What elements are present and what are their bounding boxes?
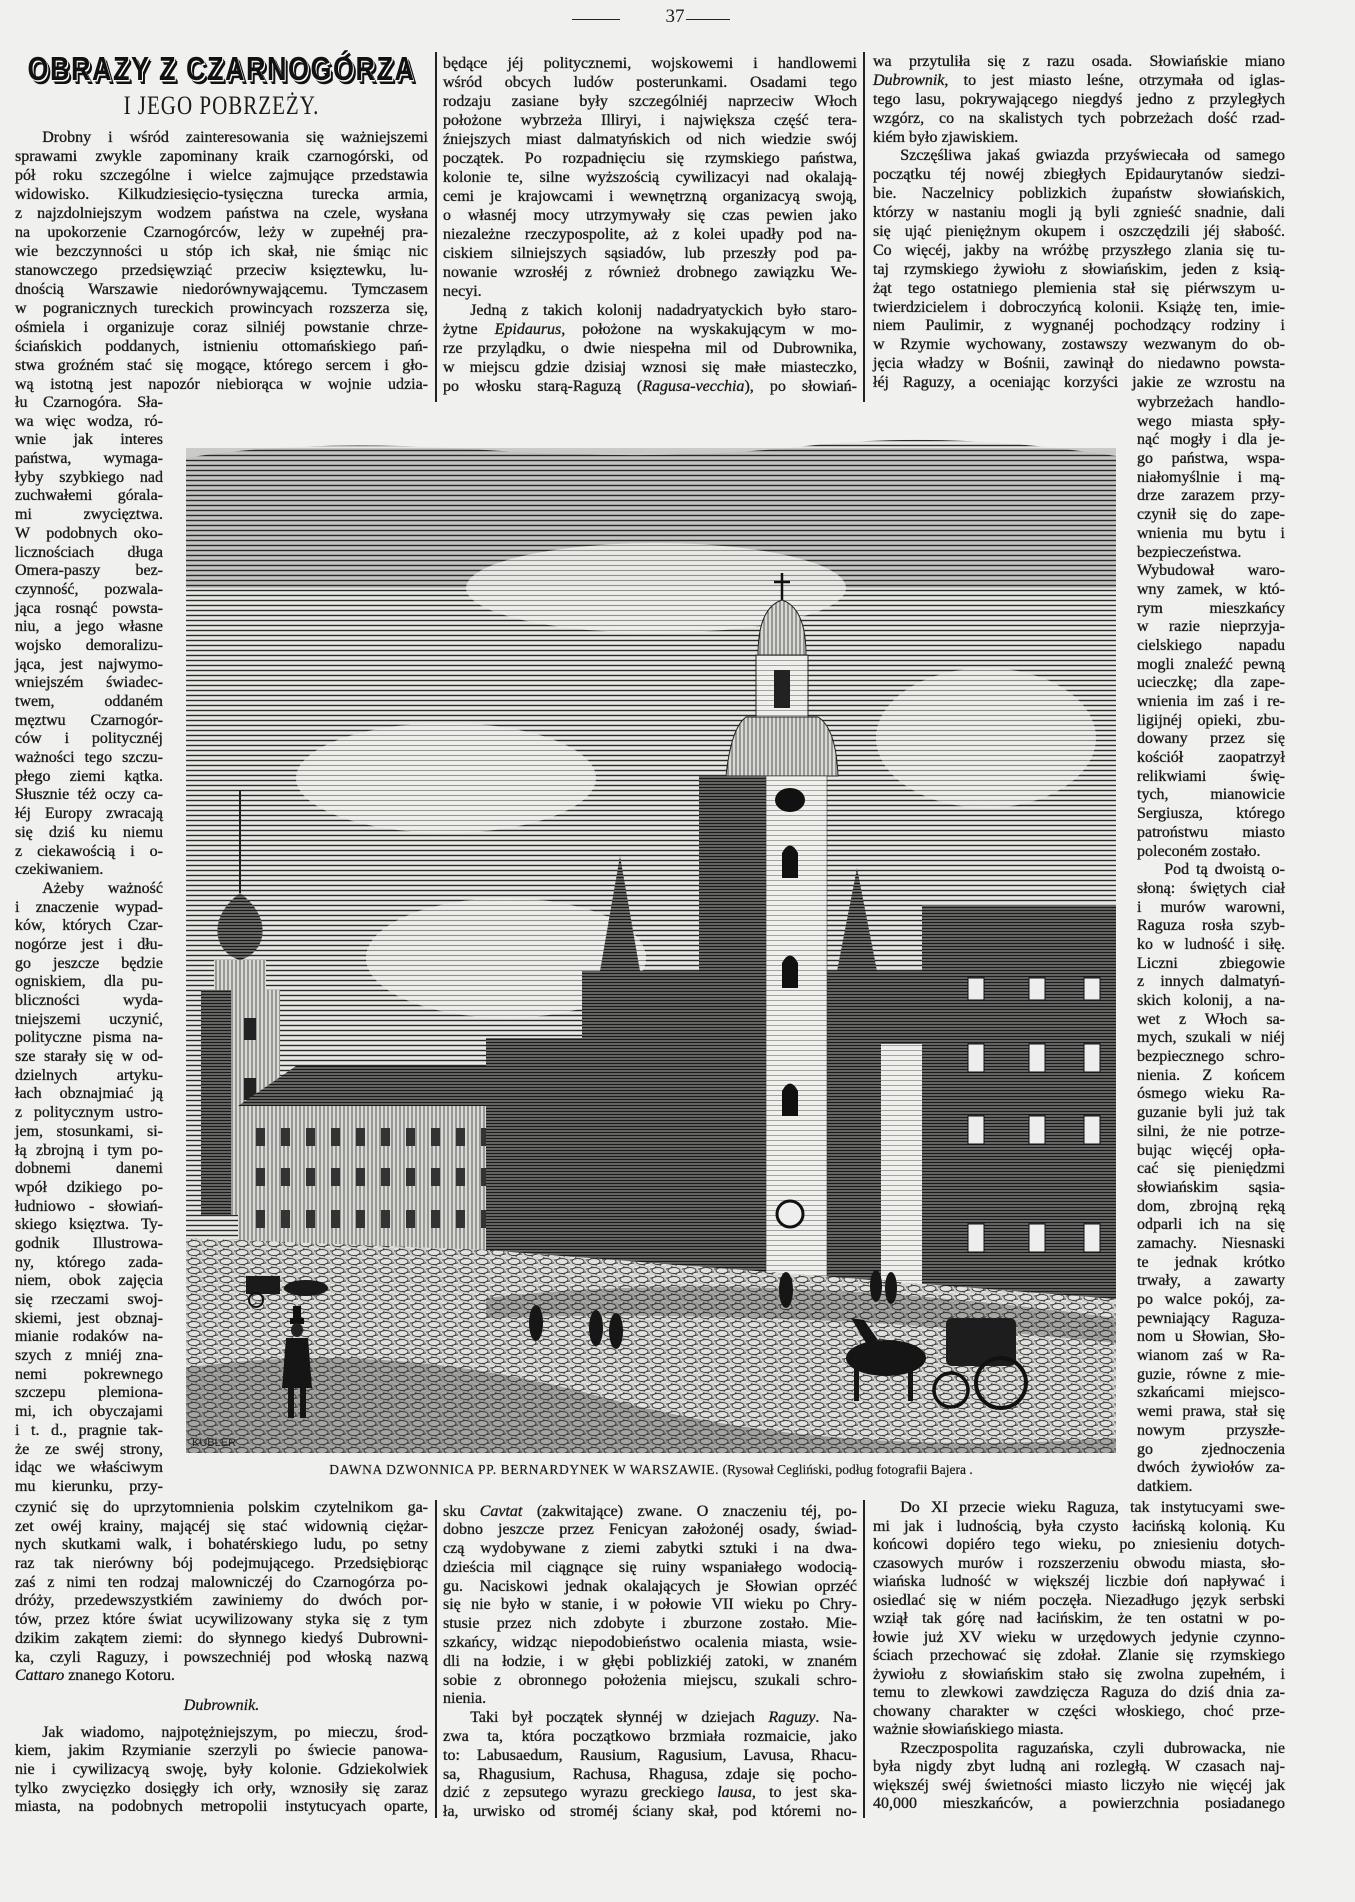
text-line: ligijnéj opieki, zbu- bbox=[1137, 711, 1285, 729]
article-subtitle: I JEGO POBRZEŻY. bbox=[123, 90, 320, 120]
text-line: niałomyślnie i mą- bbox=[1137, 468, 1285, 486]
text-line: ważnie słowiańskiego miasta. bbox=[873, 1721, 1064, 1738]
text-line: sprawami zwykle zapominany kraik czarnogórski, od bbox=[15, 147, 428, 165]
text-line: necyi. bbox=[443, 282, 482, 300]
text-line: sobie z obronnego położenia miejscu, szukali schro- bbox=[443, 1671, 857, 1689]
text-line: dzić z zepsutego wyrazu greckiego lausa, to jest ska- bbox=[443, 1784, 858, 1802]
text-line: z politycznym ustro- bbox=[15, 1104, 163, 1122]
italic-term: Cattaro bbox=[15, 1667, 65, 1685]
text-line: łach obznajmiać ją bbox=[15, 1085, 163, 1103]
text-line: słoną: świętych ciał bbox=[1137, 879, 1285, 897]
text-line: się dziś ku niemu bbox=[15, 823, 163, 841]
text-line: gu. Naciskowi jednak okalających je Słowian oprzéć bbox=[443, 1577, 857, 1595]
text-line: łudniowo - słowiań- bbox=[15, 1197, 163, 1215]
text-line: Pod tą dwoistą o- bbox=[1164, 861, 1285, 879]
text-line: nąć mogły i dla je- bbox=[1137, 431, 1285, 449]
text-line: rodzaju zasiane były szczególniéj naprzeciw Włoch bbox=[443, 92, 857, 110]
text-line: osiedlać się w niém poczęła. Niezadługo język serbski bbox=[873, 1591, 1285, 1609]
text-line: i znaczenie wypad- bbox=[15, 898, 163, 916]
text-line: wojsko demoralizu- bbox=[15, 636, 163, 654]
text-line: Do XI przecie wieku Raguza, tak instytucyami swe- bbox=[900, 1499, 1285, 1516]
text-line: wianom zaś w Ra- bbox=[1137, 1347, 1285, 1365]
text-line: wybrzeżach handlo- bbox=[1137, 394, 1285, 411]
text-line: wnienia im zaś i re- bbox=[1137, 693, 1285, 710]
text-line: będące jéj politycznemi, wojskowemi i handlowemi bbox=[443, 54, 857, 72]
text-line: te jednak krótko bbox=[1137, 1253, 1285, 1271]
text-line: nogórze jest i dłu- bbox=[15, 935, 163, 953]
text-line: kiém było zjawiskiem. bbox=[873, 128, 1019, 146]
text-line: Rzeczpospolita raguzańska, czyli dubrowacka, nie bbox=[900, 1739, 1285, 1757]
caption-credit: (Rysował Cegliński, podług fotografii Bajera . bbox=[722, 1462, 973, 1477]
text-line: odparli ich na się bbox=[1137, 1216, 1285, 1234]
text-line: ka, czyli Raguzy, i powszechniéj pod włoską nazwą bbox=[15, 1648, 428, 1666]
text-line: Szczęśliwa jakaś gwiazda przyświecała od samego bbox=[900, 147, 1285, 165]
text-line: nych skutkami walk, i bohatérskiego ludu, po setny bbox=[15, 1536, 428, 1554]
text-line: bie. Naczelnicy poblizkich żupaństw słowiańskich, bbox=[873, 185, 1285, 203]
column-rule bbox=[435, 1500, 437, 1818]
text-line: ko w ludność i siłę. bbox=[1137, 935, 1285, 953]
text-line: stwa groźném stać się mogące, którego sercem i gło- bbox=[15, 356, 428, 374]
text-line: ściach przechować się zdołał. Zlanie się rzymskiego bbox=[873, 1647, 1285, 1664]
text-line: czą wydobywane z ziemi zabytki sztuki i na dwa- bbox=[443, 1540, 857, 1558]
clock-icon bbox=[775, 788, 805, 812]
arched-window bbox=[782, 1084, 798, 1117]
text-line: Omera-paszy bez- bbox=[15, 562, 163, 580]
text-line: zet owéj krainy, mającéj się stać widownią ciężar- bbox=[15, 1517, 428, 1535]
text-line: w Rzymie wychowany, zostawszy wezwanym do ob- bbox=[873, 336, 1285, 354]
text-line: Jedną z takich kolonij nadadryatyckich było staro- bbox=[470, 301, 857, 319]
text-line: szkańcami miejsco- bbox=[1137, 1384, 1285, 1402]
text-line: wie bezczynności u stóp ich skał, nie śmiąc nic bbox=[15, 242, 428, 260]
italic-term: Cavtat bbox=[479, 1502, 523, 1520]
text-line: bując więcéj opła- bbox=[1137, 1141, 1285, 1159]
text-line: Dubrownik, to jest miasto leśne, otrzymała od iglas- bbox=[873, 71, 1285, 89]
text-line: poleconém zostało. bbox=[1137, 842, 1261, 860]
text-line: nowym przyszłe- bbox=[1137, 1421, 1285, 1439]
text-line: zaś z nimi ten rodzaj malowniczéj do Czarnogórza po- bbox=[15, 1573, 428, 1591]
text-line: Jak wiadomo, najpotężniejszym, po mieczu, środ- bbox=[42, 1723, 428, 1741]
text-line: tego lasu, pokrywającego niegdyś jedno z przyległych bbox=[873, 90, 1285, 108]
text-line: raz tak nierówny bój podejmującego. Przedsiębiorąc bbox=[15, 1555, 428, 1573]
text-line: dzikim zakątem ziemi: do słynnego kiedyś Dubrowni- bbox=[15, 1629, 428, 1647]
text-line: Ażeby ważność bbox=[42, 879, 163, 897]
text-line: i murów warowni, bbox=[1137, 898, 1285, 916]
text-line: bliczności wyda- bbox=[15, 992, 163, 1009]
text-line: nienia. Z końcem bbox=[1137, 1066, 1285, 1084]
text-line: tów, przez które świat ucywilizowany styka się z tym bbox=[15, 1611, 428, 1629]
text-line: wnienia mu bytu i bbox=[1137, 524, 1285, 542]
text-line: wniejszém świadec- bbox=[15, 674, 163, 692]
text-line: wa przytuliła się z razu osada. Słowiańskie miano bbox=[873, 53, 1285, 70]
text-line: zamachy. Niesnaski bbox=[1137, 1234, 1285, 1252]
arched-window bbox=[782, 846, 798, 879]
text-line: ków, których Czar- bbox=[15, 917, 163, 935]
text-line: ła, urwisko od stroméj ściany skał, pod któremi no- bbox=[443, 1803, 857, 1821]
text-line: wziął tak górę nad łacińskim, że ten ostatni w po- bbox=[873, 1610, 1285, 1627]
text-line: ny, którego zada- bbox=[15, 1253, 163, 1271]
text-line: żytne Epidaurus, położone na wyskakującym w mo- bbox=[443, 320, 857, 338]
text-line: skiego księztwa. Ty- bbox=[15, 1216, 163, 1234]
text-line: twem, oddaném bbox=[15, 693, 163, 710]
text-line: ogniskiem, dla pu- bbox=[15, 973, 163, 991]
page-number-dash-right bbox=[686, 19, 730, 20]
text-line: godnik Illustrowa- bbox=[15, 1234, 163, 1252]
text-line: z innych dalmatyń- bbox=[1137, 973, 1285, 991]
text-line: sa, Rhagusium, Rachusa, Rhagusa, zdaje się pocho- bbox=[443, 1765, 857, 1783]
text-line: łyby szybkiego nad bbox=[15, 468, 163, 486]
text-line: łéj Europy zwracają bbox=[15, 805, 163, 823]
text-line: mych, szukali w niéj bbox=[1137, 1029, 1285, 1047]
text-line: ciskiem silniejszych sąsiadów, lub przeszły pod pa- bbox=[443, 244, 857, 262]
text-line: skiemi, jest obznaj- bbox=[15, 1309, 163, 1327]
text-line: ósmego wieku Ra- bbox=[1137, 1085, 1285, 1103]
text-line: cać się pieniędzmi bbox=[1137, 1160, 1285, 1178]
text-line: nom u Słowian, Sło- bbox=[1137, 1328, 1285, 1346]
text-line: się rzeczami swoj- bbox=[15, 1291, 163, 1308]
text-column-right-narrow bbox=[1137, 394, 1285, 1497]
text-line: mi jak i ludnością, była czysto łacińską kolonią. Ku bbox=[873, 1517, 1285, 1535]
text-line: pół roku szczególne i wielce zajmujące przedstawia bbox=[15, 166, 428, 184]
text-line: kolonie te, silne wyższością cywilizacyi nad okalają- bbox=[443, 168, 857, 186]
text-line: temu to zlewkowi zawdzięcza Raguza do dziś dnia za- bbox=[873, 1684, 1285, 1701]
text-line: dwóch żywiołów za- bbox=[1137, 1459, 1285, 1477]
text-line: trwały, a zawarty bbox=[1137, 1272, 1285, 1290]
text-line: cielskiego napadu bbox=[1137, 636, 1285, 654]
text-line: większéj swéj świetności miasto liczyło nie więcéj jak bbox=[873, 1776, 1285, 1794]
page-number: 37 bbox=[665, 6, 685, 27]
text-line: sze starały się w od- bbox=[15, 1048, 163, 1066]
italic-term: Ragusa-vecchia bbox=[642, 377, 745, 395]
text-line: go zjednoczenia bbox=[1137, 1440, 1285, 1458]
text-column-bottom-3 bbox=[873, 1499, 1285, 1814]
text-line: początku téj nowéj zbiegłych Epidaurytanów siedzi- bbox=[873, 166, 1285, 184]
italic-term: lausa bbox=[717, 1784, 752, 1802]
text-line: wa więc wodza, ró- bbox=[15, 412, 163, 430]
text-line: mi zwycięztwa. bbox=[15, 506, 163, 524]
arched-window bbox=[782, 956, 798, 989]
text-line: go państwa, wspa- bbox=[1137, 450, 1285, 468]
text-line: miasta, na podobnych metropolii instytucyach oparte, bbox=[15, 1798, 428, 1816]
text-line: że ze swéj strony, bbox=[15, 1440, 163, 1458]
text-line: niem Paulimir, z wygnanéj pochodzący rodziny i bbox=[873, 317, 1285, 335]
text-column-left-narrow bbox=[15, 394, 163, 1497]
section-heading: Dubrownik. bbox=[183, 1697, 260, 1714]
engraver-signature: KUBLER bbox=[192, 1437, 237, 1449]
column-rule bbox=[435, 52, 437, 402]
text-line: Taki był początek słynnéj w dziejach Raguzy. Na- bbox=[470, 1709, 857, 1727]
text-line: źniejszych miast dalmatyńskich od nich wiedzie swój bbox=[443, 130, 857, 148]
text-line: tniejszemi uczynić, bbox=[15, 1010, 163, 1028]
text-line: bezpieczeństwa. bbox=[1137, 543, 1242, 561]
text-line: patroństwu miasto bbox=[1137, 823, 1285, 841]
text-line: drze zarazem przy- bbox=[1137, 487, 1285, 505]
italic-term: Raguzy bbox=[768, 1709, 816, 1727]
column-rule bbox=[863, 1500, 865, 1818]
text-line: jąca, jest najwymo- bbox=[15, 655, 163, 673]
text-line: Cattaro znanego Kotoru. bbox=[15, 1667, 175, 1685]
illustration-caption bbox=[186, 1462, 1116, 1478]
cloud bbox=[296, 723, 596, 833]
text-line: polityczne pisma na- bbox=[15, 1029, 163, 1047]
text-line: idąc we właściwym bbox=[15, 1459, 163, 1477]
text-line: wzgórz, co na skalistych tych pobrzeżach dość rzad- bbox=[873, 109, 1285, 127]
text-line: niu, a jego własne bbox=[15, 618, 163, 636]
text-line: bezpiecznego schro- bbox=[1137, 1048, 1285, 1066]
text-column-top-1 bbox=[15, 128, 428, 394]
text-line: wśród obcych ludów posterunkami. Osadami tego bbox=[443, 73, 857, 91]
text-line: dzieścia mil ciągnące się ruiny wspaniałego wodocią- bbox=[443, 1558, 857, 1576]
text-line: wemi prawa, stał się bbox=[1137, 1403, 1285, 1421]
text-line: dróży, przedewszystkiém zawiniemy do dwóch por- bbox=[15, 1592, 428, 1610]
text-line: łu Czarnogóra. Sła- bbox=[15, 394, 163, 411]
text-line: po włosku starą-Raguzą (Ragusa-vecchia), po słowiań- bbox=[443, 377, 857, 395]
text-line: mogli znaleźć pewną bbox=[1137, 655, 1285, 673]
text-column-bottom-1a bbox=[15, 1499, 428, 1686]
text-line: go jeszcze będzie bbox=[15, 954, 163, 972]
italic-term: Dubrownik bbox=[873, 71, 945, 89]
text-line: ważności tego szczu- bbox=[15, 749, 163, 767]
text-line: się ująć pieniężnym okupem i oszczędzili jéj słabość. bbox=[873, 223, 1285, 241]
text-line: słowiańskim sąsia- bbox=[1137, 1178, 1285, 1196]
text-line: łowie już XV wieku w urzędowych jedynie czynno- bbox=[873, 1628, 1285, 1646]
text-line: dowany przez się bbox=[1137, 730, 1285, 748]
cloud bbox=[876, 668, 1096, 808]
text-line: stusie przez nich zdobyte i zburzone zostało. Mie- bbox=[443, 1615, 857, 1633]
page-number-dash-left bbox=[572, 19, 620, 20]
text-line: na upokorzenie Czarnogórców, leży w zupełnéj pra- bbox=[15, 223, 428, 241]
text-line: tylko zwycięzko dosięgły ich orły, wznosiły się zaraz bbox=[15, 1779, 428, 1797]
text-line: początek. Po rozpadnięciu się rzymskiego państwa, bbox=[443, 149, 857, 167]
text-line: szych z mniéj zna- bbox=[15, 1347, 163, 1365]
text-line: tych, mianowicie bbox=[1137, 786, 1285, 804]
text-line: mianie rodaków na- bbox=[15, 1328, 163, 1346]
column-rule bbox=[863, 52, 865, 402]
text-line: kościół zaopatrzył bbox=[1137, 749, 1285, 767]
text-line: ucieczkę; dla zape- bbox=[1137, 674, 1285, 692]
text-line: łą zbrojną i tym po- bbox=[15, 1141, 163, 1159]
text-line: guzanie byli już tak bbox=[1137, 1104, 1285, 1122]
text-line: Raguza rosła szyb- bbox=[1137, 917, 1285, 935]
text-line: czasowych murów i rozszerzeniu obwodu miasta, sło- bbox=[873, 1554, 1285, 1572]
text-line: i t. d., pragnie tak- bbox=[15, 1421, 163, 1439]
engraving-illustration bbox=[186, 438, 1116, 1453]
text-line: ców i politycznéj bbox=[15, 730, 163, 748]
text-line: chowany charakter w części włoskiego, choć prze- bbox=[873, 1702, 1285, 1720]
text-line: szkańcy, widząc niepodobieństwo ocalenia miasta, wsie- bbox=[443, 1634, 857, 1652]
text-line: niem, obok zajęcia bbox=[15, 1272, 163, 1290]
text-line: Liczni zbiegowie bbox=[1137, 954, 1285, 972]
caption-title: DAWNA DZWONNICA PP. BERNARDYNEK W WARSZAWIE. bbox=[329, 1462, 720, 1477]
text-line: z ciekawością i o- bbox=[15, 842, 163, 860]
text-line: żywiołu z słowiańskim stało się zwolna zupełném, i bbox=[873, 1665, 1285, 1683]
text-line: 40,000 mieszkańców, a powierzchnia posiadanego bbox=[873, 1795, 1285, 1812]
text-line: wpół dzikiego po- bbox=[15, 1178, 163, 1196]
text-line: relikwiami świę- bbox=[1137, 767, 1285, 785]
text-column-bottom-1b bbox=[15, 1724, 428, 1817]
text-line: czynił się do zape- bbox=[1137, 506, 1285, 524]
text-line: taj rzymskiego żywiołu z słowiańskim, jeden z ksią- bbox=[873, 260, 1285, 278]
text-line: Wybudował waro- bbox=[1137, 562, 1285, 580]
text-line: jąca rosnąć powsta- bbox=[15, 599, 163, 617]
text-line: położone wybrzeża Illiryi, i największa część tera- bbox=[443, 111, 857, 129]
text-line: jęcia władzy w Bośnii, zawinął do niedawno powsta- bbox=[873, 355, 1285, 373]
text-line: guzie, równe z mie- bbox=[1137, 1365, 1285, 1383]
text-column-top-3 bbox=[873, 53, 1285, 393]
text-line: zuchwałemi górala- bbox=[15, 487, 163, 505]
text-line: końcowi dopiéro tego wieku, po zniesieniu dotych- bbox=[873, 1536, 1285, 1553]
text-line: dobnemi danemi bbox=[15, 1160, 163, 1178]
text-line: jem, stosunkami, si- bbox=[15, 1122, 163, 1140]
text-line: wny zamek, w któ- bbox=[1137, 580, 1285, 598]
text-line: dobno jeszcze przez Fenicyan założonéj osady, świad- bbox=[443, 1521, 857, 1539]
text-line: szczepu plemiona- bbox=[15, 1384, 163, 1402]
text-line: cemi je krajowcami i wewnętrzną organizacyą swoją, bbox=[443, 187, 857, 205]
text-line: łéj Raguzy, a oceniając korzyści jakie ze wzrostu na bbox=[873, 374, 1285, 392]
italic-term: Epidaurus bbox=[494, 320, 562, 338]
text-line: ściańskich poddanych, istnieniu ottomańskiego pań- bbox=[15, 337, 428, 355]
text-line: żąt tego ostatniego plemienia stał się piérwszym u- bbox=[873, 279, 1285, 297]
text-line: Sergiusza, którego bbox=[1137, 805, 1285, 823]
text-line: nie i cywilizacyą swoję, były kolonie. Gdziekolwiek bbox=[15, 1760, 428, 1778]
text-line: po walce pokój, za- bbox=[1137, 1291, 1285, 1308]
text-line: dom, zbrojną ręką bbox=[1137, 1197, 1285, 1215]
text-line: Co więcéj, jakby na wróżbę przyszłego zlania się tu- bbox=[873, 241, 1285, 259]
text-line: o własnéj mocy utrzymywały się czas pewien jako bbox=[443, 206, 857, 224]
text-line: męztwu Czarnogór- bbox=[15, 711, 163, 729]
text-line: ośmiela i organizuje coraz silniéj powstanie chrze- bbox=[15, 318, 428, 336]
text-line: się nie było w stanie, i w połowie VII wieku po Chry- bbox=[443, 1596, 857, 1614]
text-line: rym mieszkańcy bbox=[1137, 599, 1285, 617]
text-line: dli na łodzie, i w głębi poblizkiéj zatoki, w znaném bbox=[443, 1652, 857, 1670]
text-line: wet z Włoch sa- bbox=[1137, 1010, 1285, 1028]
text-line: skich kolonij, a na- bbox=[1137, 992, 1285, 1009]
text-line: zwa ta, która początkowo brzmiała rozmaicie, jako bbox=[443, 1728, 857, 1746]
text-line: w razie nieprzyja- bbox=[1137, 618, 1285, 636]
text-line: pewniający Raguza- bbox=[1137, 1309, 1285, 1327]
text-line: datkiem. bbox=[1137, 1477, 1193, 1495]
text-column-bottom-2 bbox=[443, 1503, 857, 1823]
text-line: nowanie wzrosłéj z również drobnego zawiązku We- bbox=[443, 263, 857, 281]
right-building bbox=[922, 905, 1116, 1299]
text-line: którzy w nastaniu mogli ją byli zgnieść snadnie, dali bbox=[873, 204, 1285, 222]
text-line: państwa, wymaga- bbox=[15, 450, 163, 468]
text-line: w pogranicznych tureckich prowincyach rozszerza się, bbox=[15, 299, 428, 317]
text-line: czynność, pozwala- bbox=[15, 580, 163, 598]
text-line: mi, ich obyczajami bbox=[15, 1403, 163, 1421]
text-line: dzielnych artyku- bbox=[15, 1066, 163, 1084]
text-line: licznościach długa bbox=[15, 543, 163, 561]
text-line: W podobnych oko- bbox=[15, 524, 163, 542]
text-line: dnością Warszawie niedorównywającemu. Tymczasem bbox=[15, 280, 428, 298]
text-column-top-2 bbox=[443, 54, 857, 396]
text-line: sku Cavtat (zakwitające) zwane. O znaczeniu téj, po- bbox=[443, 1502, 858, 1520]
text-line: niezależne rzeczypospolite, aż z kolei upadły pod na- bbox=[443, 225, 857, 243]
text-line: była nigdy zbyt ludną ani rozległą. W czasach naj- bbox=[873, 1758, 1285, 1775]
text-line: wnie jak interes bbox=[15, 431, 163, 449]
text-line: silni, że nie potrze- bbox=[1137, 1122, 1285, 1140]
article-title: OBRAZY Z CZARNOGÓRZA bbox=[27, 50, 416, 88]
text-line: kiem, jakim Rzymianie szerzyli po świecie panowa- bbox=[15, 1742, 428, 1760]
text-line: to: Labusaedum, Rausium, Ragusium, Lavusa, Rhacu- bbox=[443, 1746, 857, 1764]
text-line: czynić się do uprzytomnienia polskim czytelnikom ga- bbox=[15, 1499, 428, 1516]
text-line: Drobny i wśród zainteresowania się ważniejszemi bbox=[42, 128, 428, 146]
text-line: Słusznie téż oczy ca- bbox=[15, 786, 163, 804]
text-line: wego miasta spły- bbox=[1137, 412, 1285, 430]
text-line: wiańska ludność w większéj liczbie doń napływać i bbox=[873, 1573, 1285, 1590]
text-line: z najzdolniejszym wodzem państwa na czele, wysłana bbox=[15, 204, 428, 222]
text-line: stanowczego przedsięwziąć przeciw księztewku, lu- bbox=[15, 261, 428, 279]
text-line: rze przylądku, o dwie niespełna mil od Dubrownika, bbox=[443, 339, 857, 357]
text-line: mu kierunku, przy- bbox=[15, 1477, 163, 1495]
round-window bbox=[777, 1201, 803, 1227]
text-line: płego ziemi kątka. bbox=[15, 767, 163, 785]
text-line: twierdzicielem i dobroczyńcą kolonii. Książę ten, imie- bbox=[873, 298, 1285, 316]
text-line: w miejscu gdzie dzisiaj wznosi się małe miasteczko, bbox=[443, 358, 857, 376]
text-line: widowisko. Kilkudziesięcio-tysięczna turecka armia, bbox=[15, 185, 428, 203]
text-line: czekiwaniem. bbox=[15, 861, 104, 879]
text-line: nienia. bbox=[443, 1690, 487, 1708]
text-line: wą istotną jest napozór niebiorąca w wojnie udzia- bbox=[15, 375, 428, 393]
text-line: nemi pokrewnego bbox=[15, 1365, 163, 1383]
